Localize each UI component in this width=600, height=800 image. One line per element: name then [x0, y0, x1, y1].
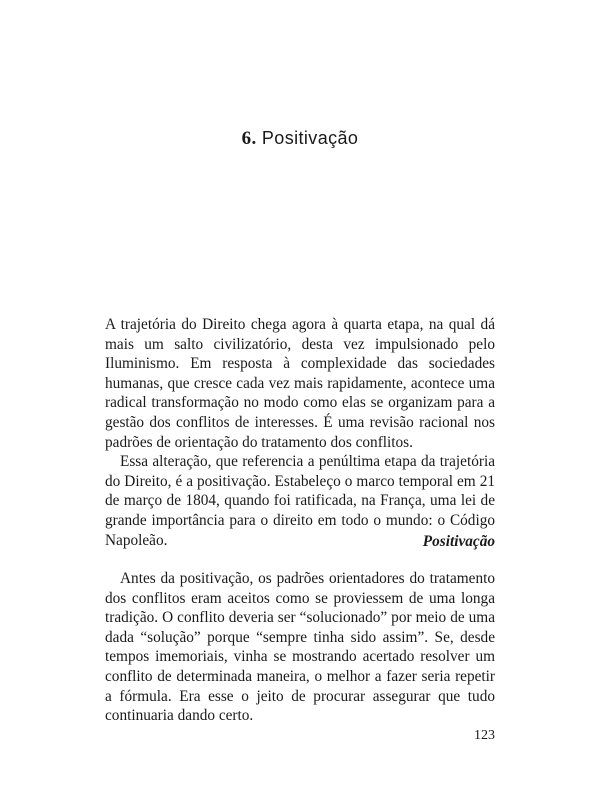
paragraph: Essa alteração, que referencia a penúltima etapa da trajetória do Direito, é a positivação. Estabeleço o marco temporal em 21 de março de 1804, quando foi ratificada, na França, uma lei de grande importância para o direito em todo o mundo: o Código Napoleão. [105, 453, 495, 549]
intro-text-block [105, 315, 495, 550]
chapter-title-text: Positivação [261, 128, 359, 148]
chapter-number: 6. [241, 128, 257, 149]
section-heading: Positivação [422, 533, 495, 550]
paragraph: Antes da positivação, os padrões orientadores do tratamento dos conflitos eram aceitos como se proviessem de uma longa tradição. O conflito deveria ser “solucionado” por meio de uma dada “solução” porque “sempre tinha sido assim”. Se, desde tempos imemoriais, vinha se mostrando acertado resolver um conflito de determinada maneira, o melhor a fazer seria repetir a fórmula. Era esse o jeito de procurar assegurar que tudo continuaria dando certo. [105, 570, 495, 725]
paragraph: A trajetória do Direito chega agora à quarta etapa, na qual dá mais um salto civilizatório, desta vez impulsionado pelo Iluminismo. Em resposta à complexidade das sociedades humanas, que cresce cada vez mais rapidamente, acontece uma radical transformação no modo como elas se organizam para a gestão dos conflitos de interesses. É uma revisão racional nos padrões de orientação do tratamento dos conflitos. [105, 316, 495, 451]
chapter-title [0, 128, 600, 150]
page-number: 123 [474, 728, 495, 743]
section-text-block [105, 569, 495, 726]
